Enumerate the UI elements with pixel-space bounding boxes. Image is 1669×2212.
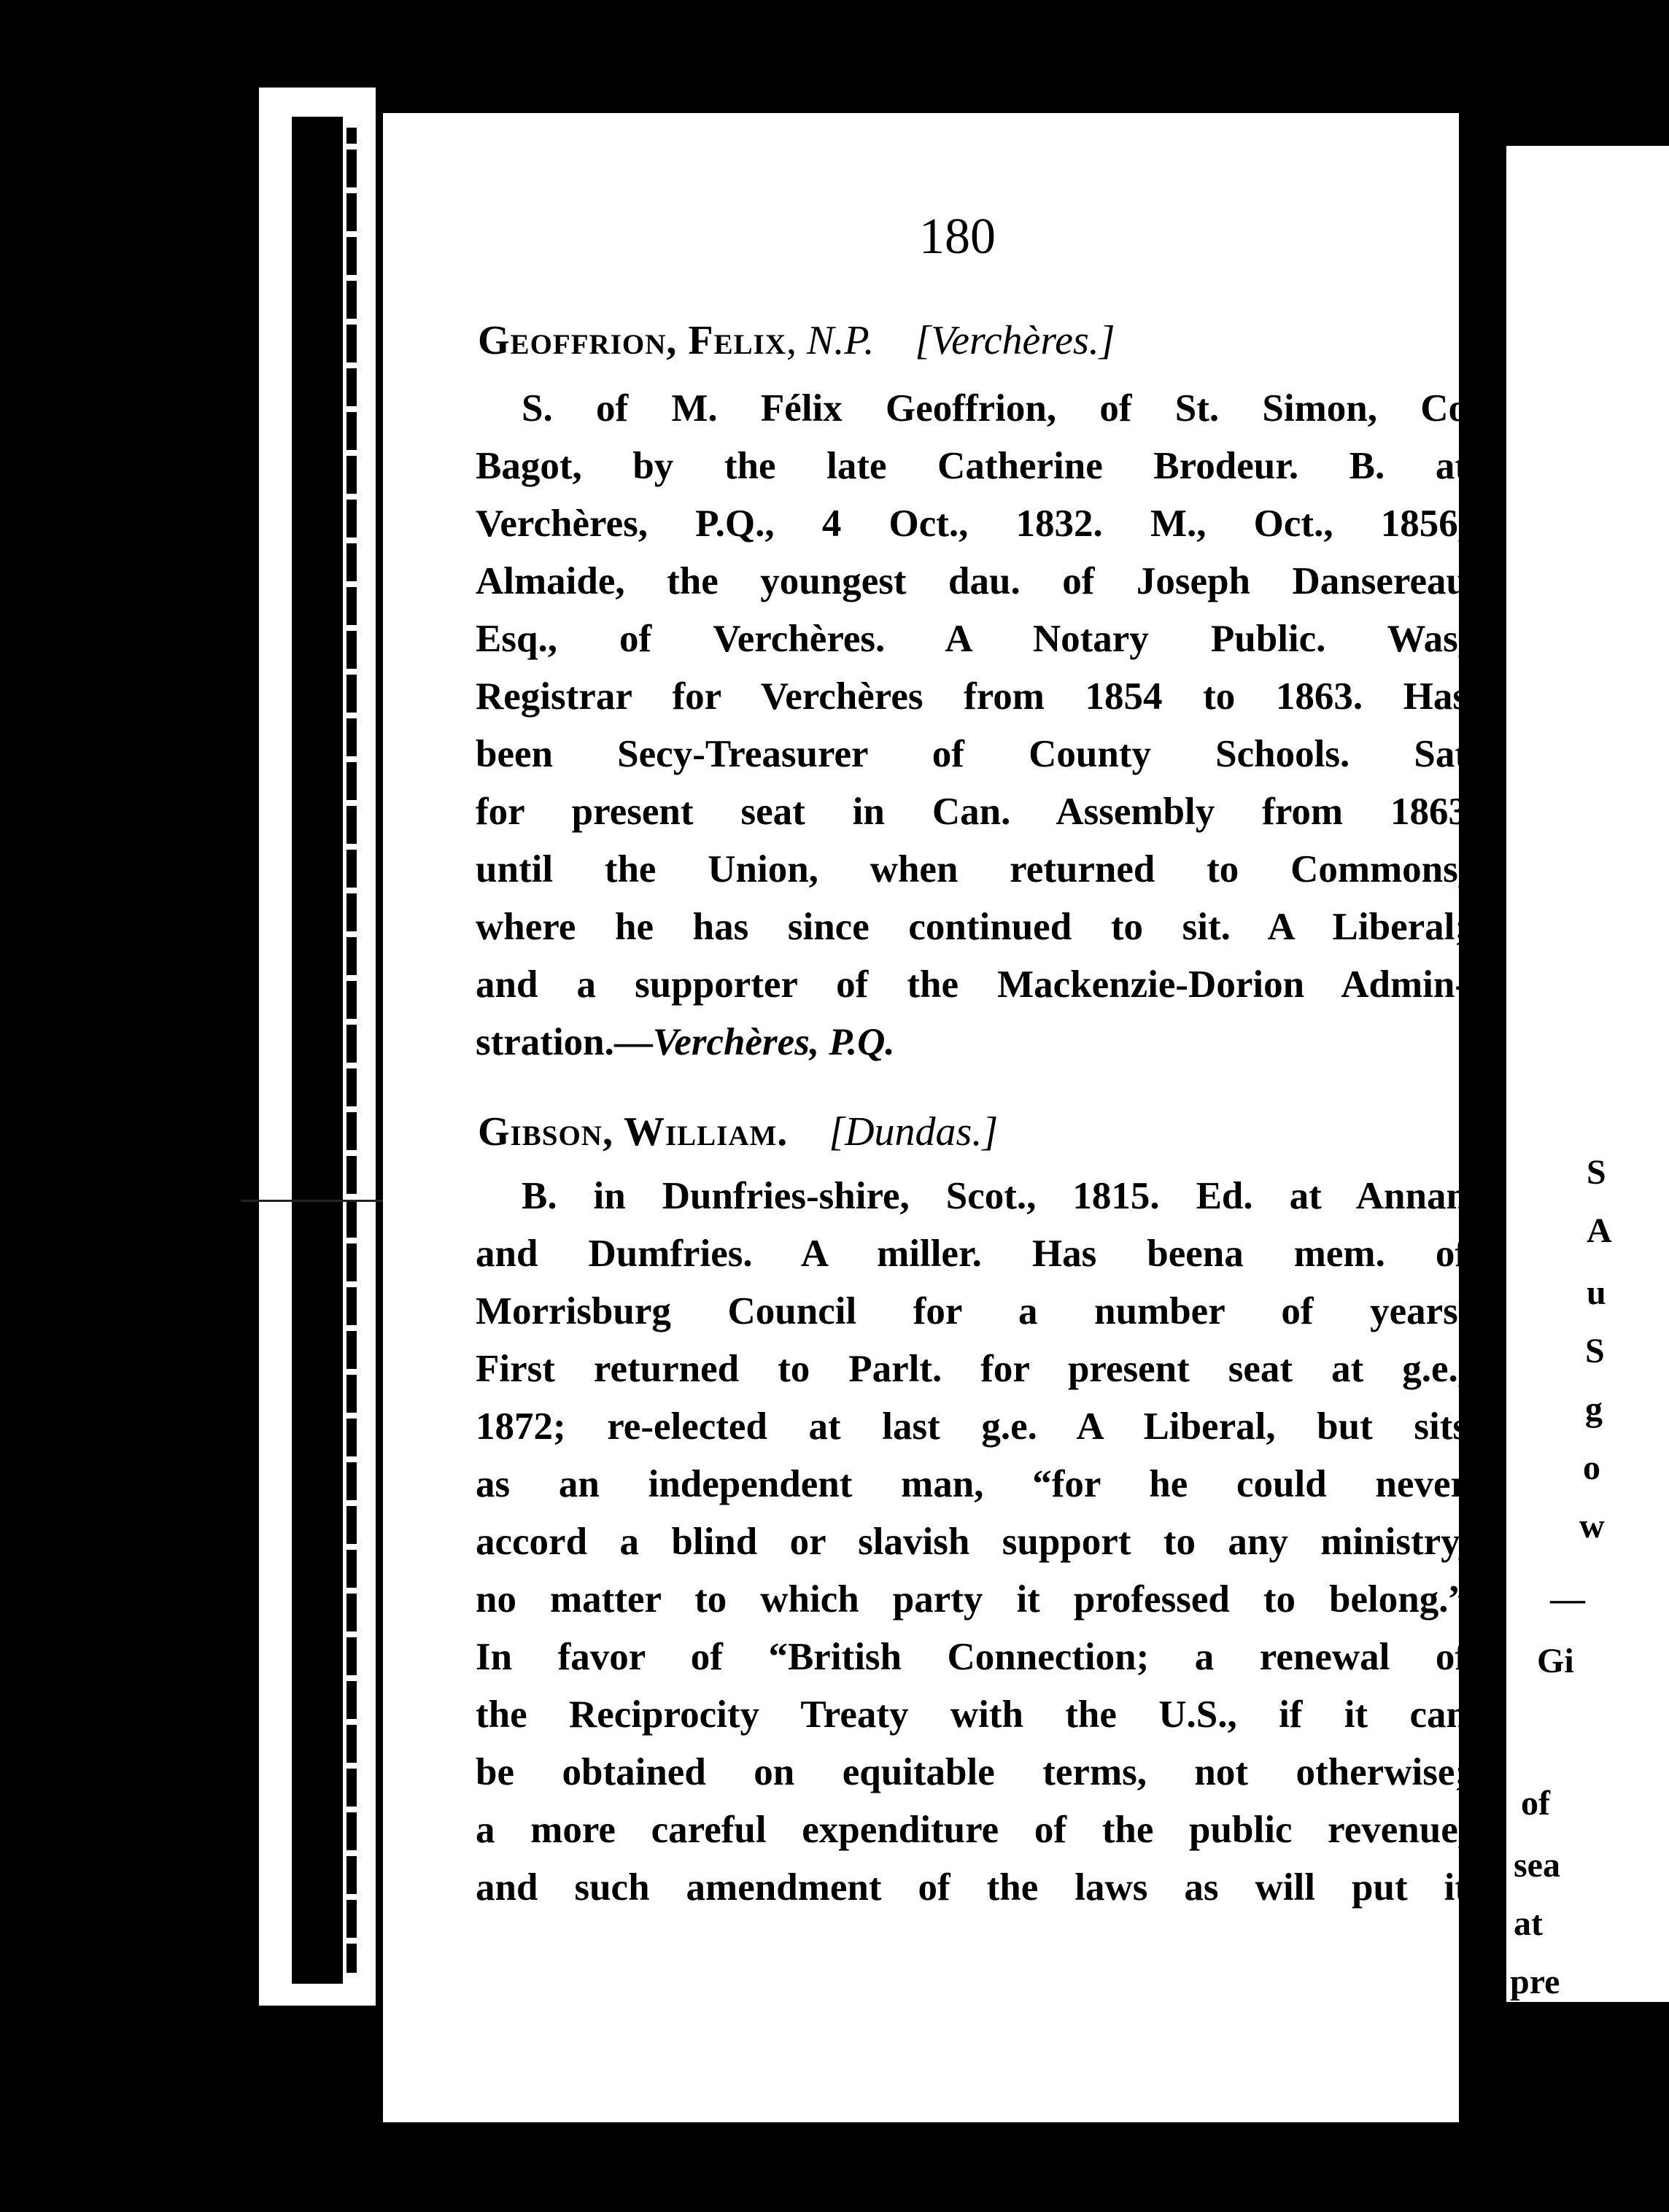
adjacent-text-fragment: of — [1521, 1784, 1550, 1823]
adjacent-text-fragment: u — [1587, 1273, 1606, 1312]
entry-riding: [Dundas.] — [829, 1109, 999, 1154]
adjacent-text-fragment: g — [1585, 1390, 1603, 1429]
last-line-text: stration.— — [476, 1021, 653, 1063]
text-line: a more careful expenditure of the public revenue, — [476, 1809, 1468, 1851]
text-line: In favor of “British Connection; a renewal of — [476, 1636, 1468, 1678]
text-line: until the Union, when returned to Commons, — [476, 848, 1468, 890]
entry-surname: Geoffrion — [478, 318, 667, 363]
last-line-italic: Verchères, P.Q. — [652, 1021, 895, 1063]
text-line: Registrar for Verchères from 1854 to 1863. Has — [476, 675, 1468, 718]
text-line: First returned to Parlt. for present seat at g.e., — [476, 1348, 1468, 1390]
adjacent-text-fragment: S — [1585, 1332, 1605, 1370]
text-line: and Dumfries. A miller. Has beena mem. of — [476, 1233, 1468, 1275]
text-line: been Secy-Treasurer of County Schools. Sat — [476, 733, 1468, 775]
text-line: no matter to which party it professed to belong.” — [476, 1578, 1468, 1621]
adjacent-text-fragment: sea — [1514, 1846, 1560, 1885]
entry-heading: Gibson, William. [Dundas.] — [478, 1109, 999, 1154]
text-line: be obtained on equitable terms, not otherwise; — [476, 1751, 1468, 1793]
text-line: where he has since continued to sit. A Liberal; — [476, 906, 1468, 948]
text-line: B. in Dunfries-shire, Scot., 1815. Ed. at Annan — [522, 1175, 1468, 1217]
adjacent-text-fragment: Gi — [1537, 1642, 1574, 1680]
adjacent-text-fragment: S — [1587, 1153, 1606, 1192]
adjacent-text-fragment: A — [1587, 1211, 1612, 1250]
adjacent-text-fragment: pre — [1510, 1963, 1560, 2001]
text-line: Esq., of Verchères. A Notary Public. Was, — [476, 618, 1468, 660]
entry-given-name: William. — [623, 1109, 789, 1154]
text-line: Morrisburg Council for a number of years. — [476, 1290, 1468, 1332]
text-line: as an independent man, “for he could never — [476, 1463, 1468, 1505]
text-line: for present seat in Can. Assembly from 1863 — [476, 791, 1468, 833]
binding-edge — [346, 128, 357, 1973]
adjacent-page — [1506, 146, 1669, 2002]
entry-suffix: N.P. — [806, 318, 875, 363]
book-binding — [292, 117, 343, 1984]
text-line: 1872; re-elected at last g.e. A Liberal, but sits — [476, 1405, 1468, 1448]
text-line: and such amendment of the laws as will put it — [476, 1866, 1468, 1909]
text-line: Verchères, P.Q., 4 Oct., 1832. M., Oct., 1856, — [476, 502, 1468, 545]
text-line — [476, 1020, 1468, 1064]
entry-riding: [Verchères.] — [915, 318, 1115, 363]
adjacent-text-fragment: w — [1579, 1507, 1605, 1545]
text-line: accord a blind or slavish support to any ministry, — [476, 1521, 1468, 1563]
entry-surname: Gibson — [478, 1109, 603, 1154]
text-line: and a supporter of the Mackenzie-Dorion Admin- — [476, 963, 1468, 1006]
text-line: Almaide, the youngest dau. of Joseph Dansereau — [476, 560, 1468, 602]
text-line: the Reciprocity Treaty with the U.S., if it can — [476, 1693, 1468, 1736]
entry-heading: Geoffrion, Felix, N.P. [Verchères.] — [478, 318, 1115, 363]
adjacent-text-fragment: o — [1583, 1448, 1600, 1487]
adjacent-text-fragment: — — [1550, 1580, 1585, 1618]
text-line: S. of M. Félix Geoffrion, of St. Simon, Co — [522, 387, 1468, 430]
entry-given-name: Felix — [688, 318, 786, 363]
adjacent-text-fragment: at — [1514, 1904, 1543, 1943]
page-number: 180 — [919, 209, 996, 265]
text-line: Bagot, by the late Catherine Brodeur. B. at — [476, 445, 1468, 487]
